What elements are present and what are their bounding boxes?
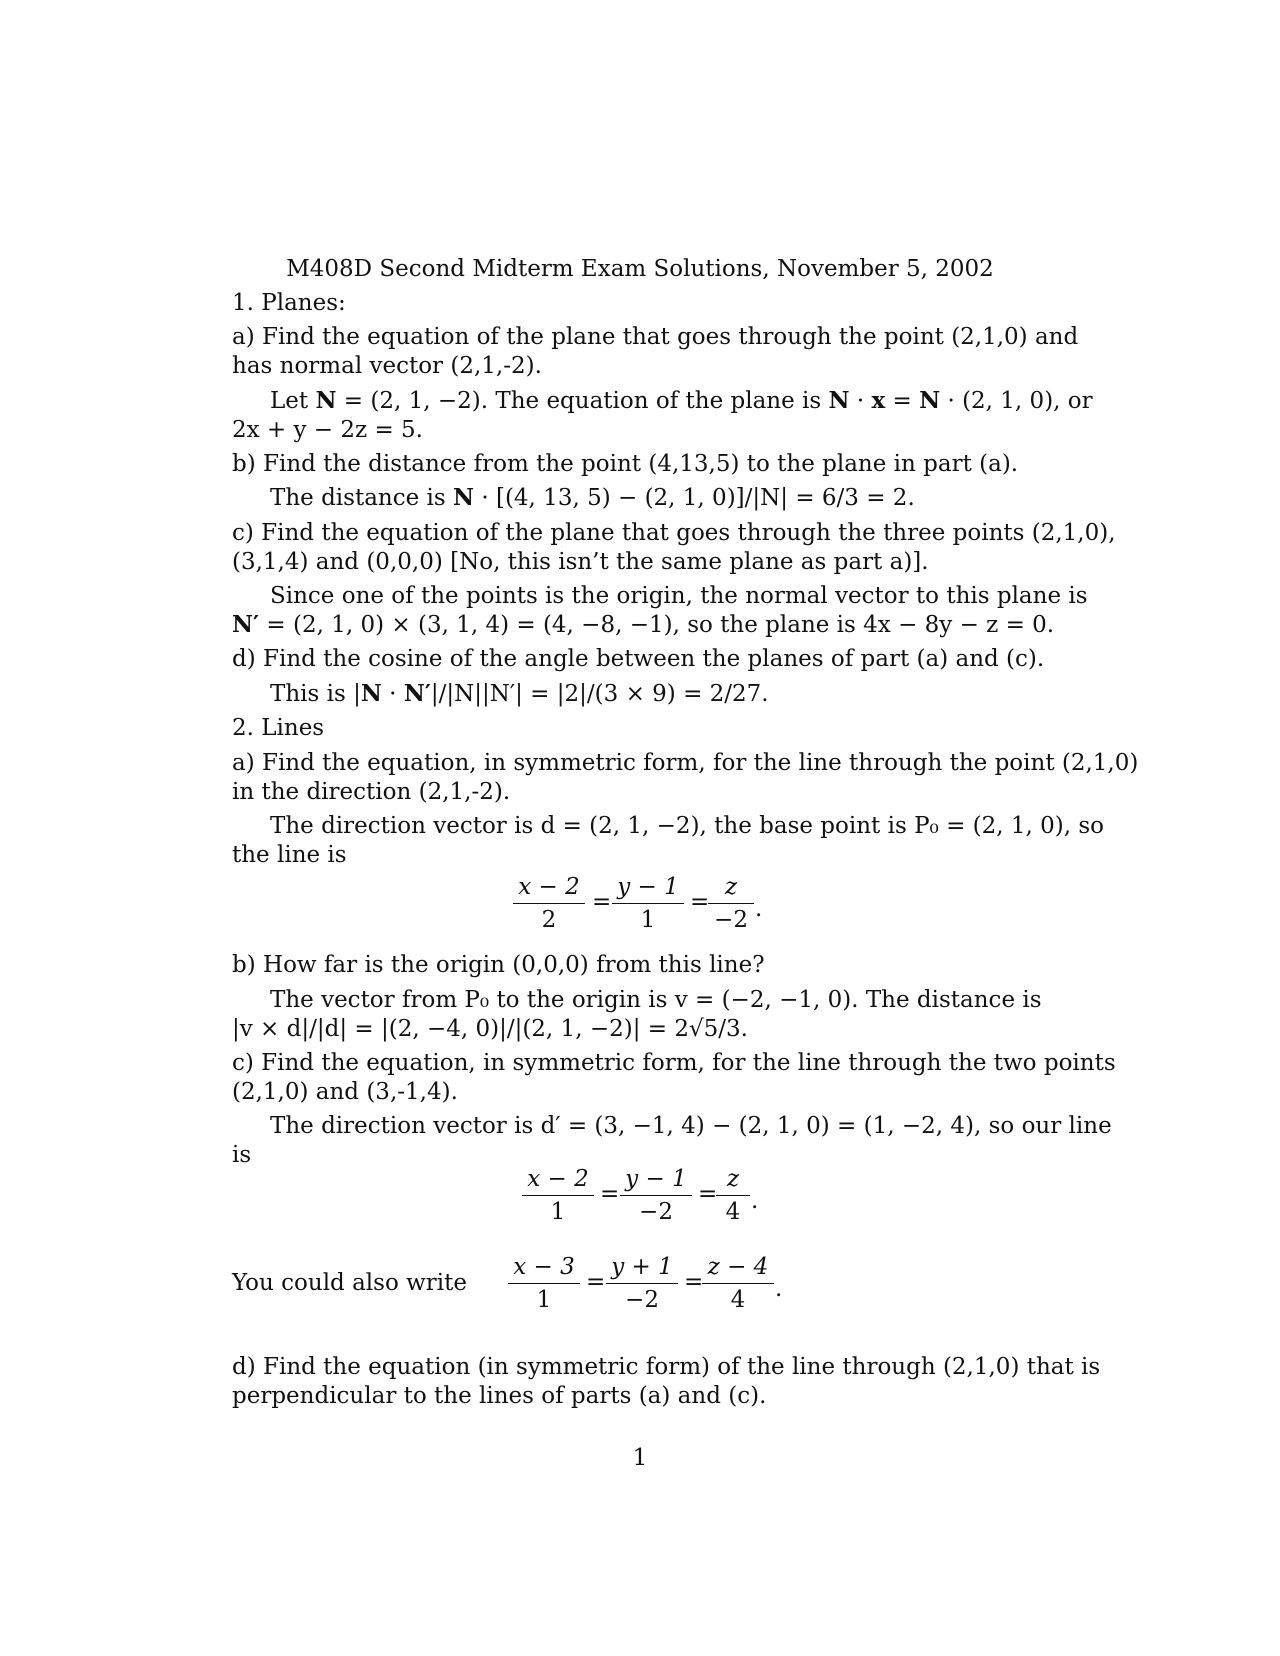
page-number: 1 bbox=[632, 1445, 648, 1471]
q1a-solution-line1: Let N = (2, 1, −2). The equation of the plane is N · x = N · (2, 1, 0), or bbox=[270, 387, 1093, 414]
q1c-question-line1: c) Find the equation of the plane that goes through the three points (2,1,0), bbox=[232, 520, 1116, 546]
eq1-fraction-z: $\frac{z}{-2}$ bbox=[708, 874, 754, 933]
page-title: M408D Second Midterm Exam Solutions, November 5, 2002 bbox=[286, 256, 994, 282]
q1b-solution: The distance is N · [(4, 13, 5) − (2, 1, 0)]/|N| = 6/3 = 2. bbox=[270, 484, 915, 511]
eq2-period: . bbox=[751, 1188, 759, 1214]
q2b-solution-line1: The vector from P₀ to the origin is v = (−2, −1, 0). The distance is bbox=[270, 987, 1042, 1013]
eq2-equals-1: = bbox=[600, 1181, 620, 1207]
eq1-period: . bbox=[755, 896, 763, 922]
eq3-fraction-y: $\frac{y + 1}{-2}$ bbox=[606, 1254, 678, 1313]
q1d-solution: This is |N · N′|/|N||N′| = |2|/(3 × 9) = 2/27. bbox=[270, 680, 769, 707]
q2b-solution-line2: |v × d|/|d| = |(2, −4, 0)|/|(2, 1, −2)| = 2√5/3. bbox=[232, 1016, 748, 1042]
q2a-question-line1: a) Find the equation, in symmetric form, for the line through the point (2,1,0) bbox=[232, 750, 1139, 776]
eq2-fraction-y: $\frac{y - 1}{-2}$ bbox=[620, 1166, 692, 1225]
eq3-period: . bbox=[775, 1276, 783, 1302]
eq3-equals-1: = bbox=[586, 1269, 606, 1295]
q2d-question-line1: d) Find the equation (in symmetric form) of the line through (2,1,0) that is bbox=[232, 1354, 1101, 1380]
q1c-question-line2: (3,1,4) and (0,0,0) [No, this isn’t the same plane as part a)]. bbox=[232, 549, 929, 575]
eq2-fraction-z: $\frac{z}{4}$ bbox=[716, 1166, 750, 1225]
q2c-question-line1: c) Find the equation, in symmetric form, for the line through the two points bbox=[232, 1050, 1116, 1076]
q1a-question-line1: a) Find the equation of the plane that goes through the point (2,1,0) and bbox=[232, 324, 1079, 350]
q2a-solution-line1: The direction vector is d = (2, 1, −2), the base point is P₀ = (2, 1, 0), so bbox=[270, 813, 1105, 839]
q2a-question-line2: in the direction (2,1,-2). bbox=[232, 779, 511, 805]
q1c-solution-line1: Since one of the points is the origin, the normal vector to this plane is bbox=[270, 583, 1088, 609]
q1a-solution-line2: 2x + y − 2z = 5. bbox=[232, 417, 423, 443]
q2c-solution-line2: is bbox=[232, 1142, 252, 1168]
q2c-also-write: You could also write bbox=[232, 1270, 468, 1296]
eq1-fraction-y: $\frac{y - 1}{1}$ bbox=[612, 874, 684, 933]
eq1-equals-2: = bbox=[690, 889, 710, 915]
eq3-fraction-x: $\frac{x - 3}{1}$ bbox=[508, 1254, 580, 1313]
q2a-solution-line2: the line is bbox=[232, 842, 347, 868]
eq3-fraction-z: $\frac{z - 4}{4}$ bbox=[702, 1254, 774, 1313]
q2-heading: 2. Lines bbox=[232, 715, 325, 741]
q1d-question: d) Find the cosine of the angle between the planes of part (a) and (c). bbox=[232, 646, 1045, 672]
q2c-solution-line1: The direction vector is d′ = (3, −1, 4) − (2, 1, 0) = (1, −2, 4), so our line bbox=[270, 1113, 1112, 1139]
q2b-question: b) How far is the origin (0,0,0) from this line? bbox=[232, 952, 765, 978]
q1b-question: b) Find the distance from the point (4,13,5) to the plane in part (a). bbox=[232, 451, 1019, 477]
q1c-solution-line2: N′ = (2, 1, 0) × (3, 1, 4) = (4, −8, −1), so the plane is 4x − 8y − z = 0. bbox=[232, 611, 1055, 638]
eq1-equals-1: = bbox=[592, 889, 612, 915]
eq1-fraction-x: $\frac{x - 2}{2}$ bbox=[513, 874, 585, 933]
eq3-equals-2: = bbox=[684, 1269, 704, 1295]
q1a-question-line2: has normal vector (2,1,-2). bbox=[232, 353, 542, 379]
q1-heading: 1. Planes: bbox=[232, 290, 346, 316]
q2d-question-line2: perpendicular to the lines of parts (a) and (c). bbox=[232, 1383, 767, 1409]
q2c-question-line2: (2,1,0) and (3,-1,4). bbox=[232, 1079, 458, 1105]
eq2-equals-2: = bbox=[698, 1181, 718, 1207]
eq2-fraction-x: $\frac{x - 2}{1}$ bbox=[522, 1166, 594, 1225]
